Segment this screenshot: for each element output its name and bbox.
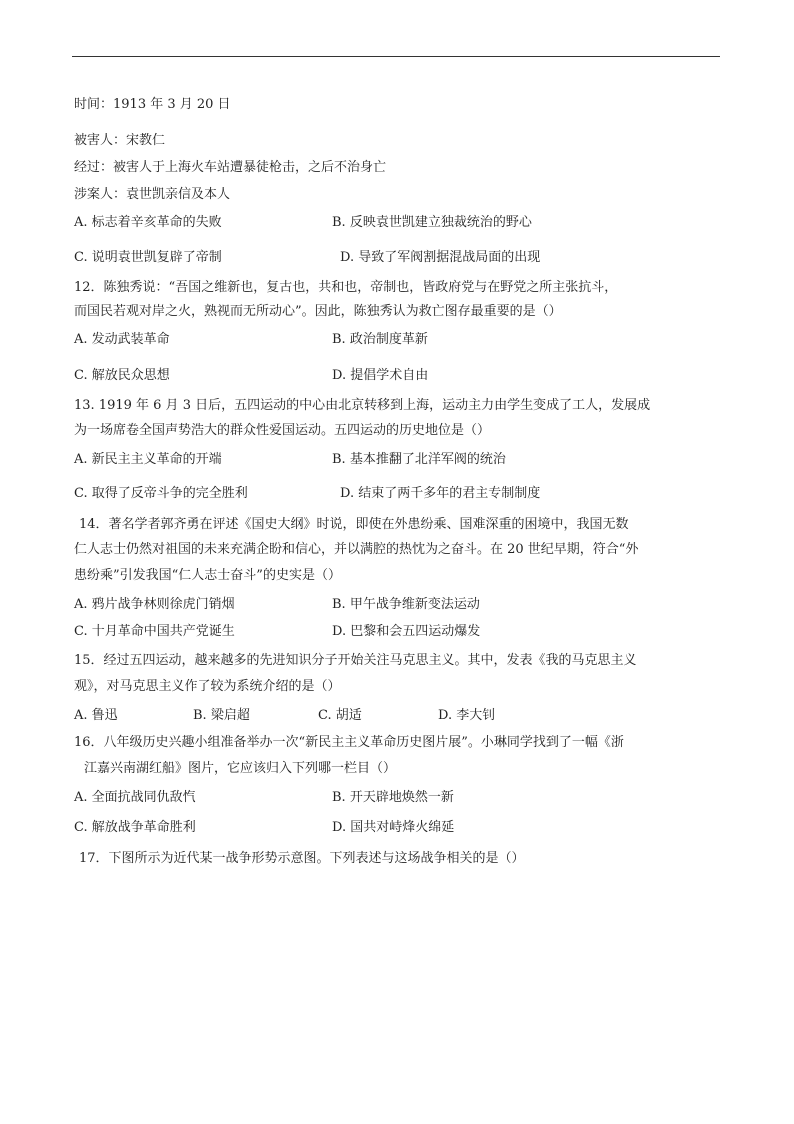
q15-option-c: C. 胡适 [318, 708, 362, 723]
header-rule [72, 56, 720, 57]
q11-option-c: C. 说明袁世凯复辟了帝制 [74, 250, 222, 265]
q13-option-a: A. 新民主主义革命的开端 [74, 452, 222, 467]
q12-option-c: C. 解放民众思想 [74, 368, 170, 383]
q15-option-b: B. 梁启超 [193, 708, 250, 723]
q15-stem-line: 观》，对马克思主义作了较为系统介绍的是（） [74, 679, 341, 694]
q12-stem-line: 而国民若观对岸之火，熟视而无所动心”。因此，陈独秀认为救亡图存最重要的是（） [74, 304, 562, 319]
case-victim: 被害人：宋教仁 [74, 133, 166, 148]
q15-stem-line: 15．经过五四运动，越来越多的先进知识分子开始关注马克思主义。其中，发表《我的马克思主义 [74, 653, 637, 668]
q16-stem-line: 江嘉兴南湖红船》图片，它应该归入下列哪一栏目（） [84, 761, 397, 776]
q11-option-a: A. 标志着辛亥革命的失败 [74, 215, 222, 230]
q15-option-d: D. 李大钊 [438, 708, 496, 723]
q11-option-b: B. 反映袁世凯建立独裁统治的野心 [332, 215, 532, 230]
q12-option-d: D. 提倡学术自由 [332, 368, 429, 383]
q12-stem-line: 12．陈独秀说：“吾国之维新也，复古也，共和也，帝制也，皆政府党与在野党之所主张抗斗， [74, 280, 618, 295]
q12-option-b: B. 政治制度革新 [332, 332, 428, 347]
q16-stem-line: 16．八年级历史兴趣小组准备举办一次“新民主主义革命历史图片展”。小琳同学找到了一幅《浙 [74, 735, 624, 750]
case-time: 时间：1913 年 3 月 20 日 [74, 97, 231, 112]
q14-stem-line: 患纷乘”引发我国“仁人志士奋斗”的史实是（） [74, 568, 341, 583]
q16-option-d: D. 国共对峙烽火绵延 [332, 820, 455, 835]
q13-stem-line: 为一场席卷全国声势浩大的群众性爱国运动。五四运动的历史地位是（） [74, 423, 491, 438]
q13-option-b: B. 基本推翻了北洋军阀的统治 [332, 452, 506, 467]
case-suspect: 涉案人：袁世凯亲信及本人 [74, 187, 231, 202]
q13-stem-line: 13. 1919 年 6 月 3 日后，五四运动的中心由北京转移到上海，运动主力由学生变成了工人，发展成 [74, 398, 651, 413]
q14-stem-line: 14．著名学者郭齐勇在评述《国史大纲》时说，即使在外患纷乘、国难深重的困境中，我国无数 [79, 517, 629, 532]
q14-option-b: B. 甲午战争维新变法运动 [332, 597, 480, 612]
q15-option-a: A. 鲁迅 [74, 708, 118, 723]
q17-stem-line: 17．下图所示为近代某一战争形势示意图。下列表述与这场战争相关的是（） [79, 851, 525, 866]
q13-option-c: C. 取得了反帝斗争的完全胜利 [74, 486, 248, 501]
q16-option-c: C. 解放战争革命胜利 [74, 820, 196, 835]
q14-option-d: D. 巴黎和会五四运动爆发 [332, 624, 481, 639]
case-course: 经过：被害人于上海火车站遭暴徒枪击，之后不治身亡 [74, 160, 387, 175]
q14-stem-line: 仁人志士仍然对祖国的未来充满企盼和信心，并以满腔的热忱为之奋斗。在 20 世纪早期，符合“外 [74, 542, 639, 557]
q12-option-a: A. 发动武装革命 [74, 332, 170, 347]
q11-option-d: D. 导致了军阀割据混战局面的出现 [340, 250, 541, 265]
q16-option-a: A. 全面抗战同仇敌忾 [74, 790, 196, 805]
q13-option-d: D. 结束了两千多年的君主专制制度 [340, 486, 541, 501]
q14-option-c: C. 十月革命中国共产党诞生 [74, 624, 235, 639]
q14-option-a: A. 鸦片战争林则徐虎门销烟 [74, 597, 235, 612]
q16-option-b: B. 开天辟地焕然一新 [332, 790, 454, 805]
